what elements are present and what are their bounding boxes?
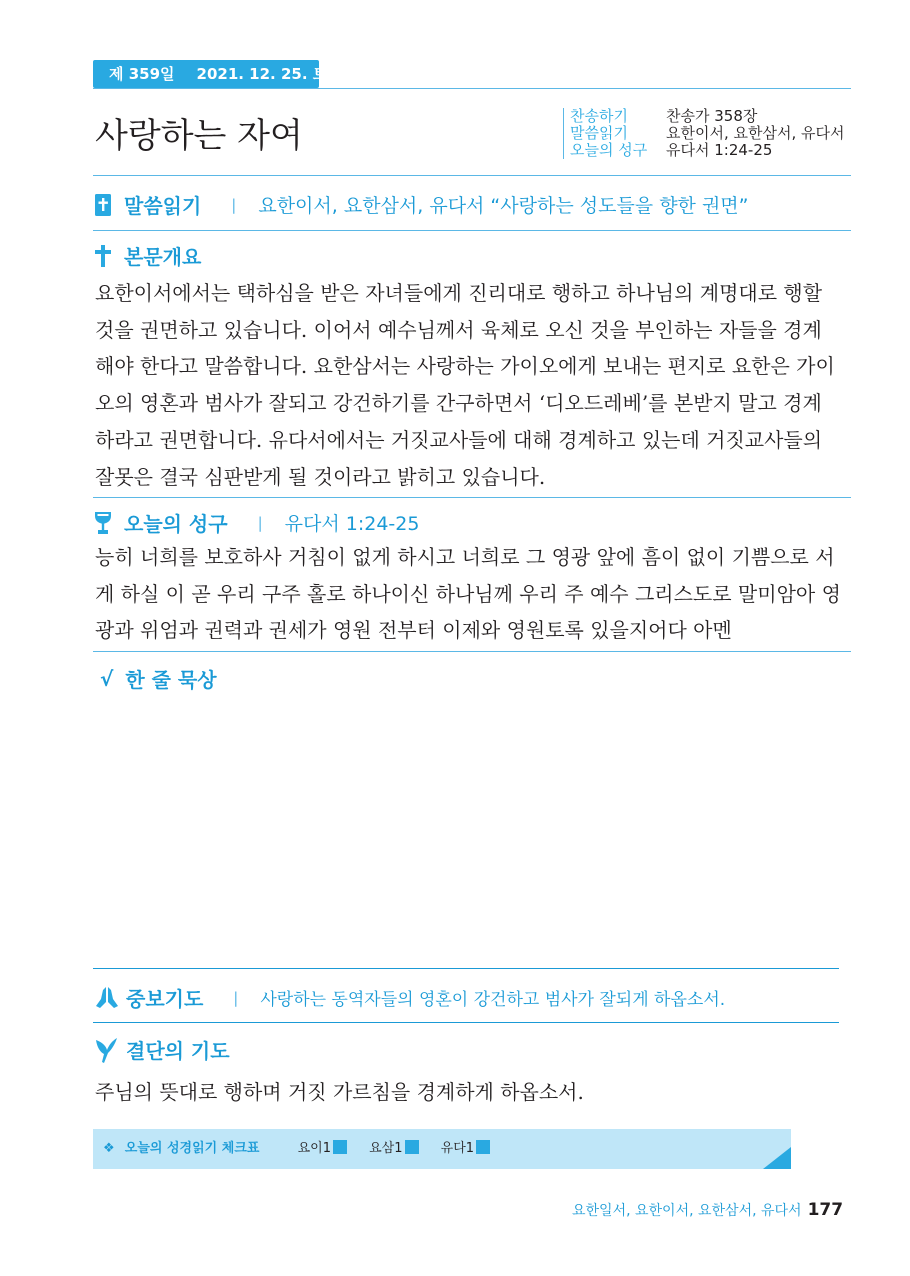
intercession-heading: 중보기도 <box>126 987 204 1011</box>
checkbox[interactable] <box>476 1140 490 1154</box>
reading-checklist <box>93 1129 791 1169</box>
verse-reference: 유다서 1:24-25 <box>284 513 420 535</box>
praying-hands-icon <box>94 985 120 1011</box>
footer-books: 요한일서, 요한이서, 요한삼서, 유다서 <box>572 1203 802 1219</box>
page-footer <box>572 1200 843 1220</box>
meditation-heading: 한 줄 묵상 <box>125 668 217 692</box>
meta-box <box>563 108 844 159</box>
verse-section <box>94 508 419 537</box>
dove-icon <box>94 1036 118 1064</box>
separator: | <box>257 513 263 532</box>
verse-heading: 오늘의 성구 <box>124 512 228 536</box>
diamond-bullet-icon: ❖ <box>103 1141 115 1156</box>
verse-line: 게 하실 이 곧 우리 구주 홀로 하나이신 하나님께 우리 주 예수 그리스도로 말미암아 영 <box>95 581 841 606</box>
check-mark-icon: √ <box>100 666 114 691</box>
overview-line: 요한이서에서는 택하심을 받은 자녀들에게 진리대로 행하고 하나님의 계명대로 행할 <box>95 281 823 305</box>
intercession-text: 사랑하는 동역자들의 영혼이 강건하고 범사가 잘되게 하옵소서. <box>260 990 726 1010</box>
decision-section <box>94 1035 230 1064</box>
checklist-item[interactable]: 유다1 <box>441 1141 490 1156</box>
checklist-label: 오늘의 성경읽기 체크표 <box>124 1141 260 1156</box>
overview-heading: 본문개요 <box>124 245 202 269</box>
overview-section <box>94 241 201 270</box>
divider <box>93 230 851 231</box>
separator: | <box>231 195 237 214</box>
separator: | <box>233 988 239 1007</box>
checkbox[interactable] <box>405 1140 419 1154</box>
day-number: 제 359일 <box>109 65 175 83</box>
overview-line: 해야 한다고 말씀합니다. 요한삼서는 사랑하는 가이오에게 보내는 편지로 요한은 가이 <box>95 354 835 379</box>
bible-icon <box>94 193 112 217</box>
checklist-item[interactable]: 요삼1 <box>369 1141 418 1156</box>
page-fold-corner <box>763 1147 791 1169</box>
meta-verse: 오늘의 성구 유다서 1:24-25 <box>570 141 773 159</box>
day-date-tag <box>93 60 328 88</box>
cross-icon <box>94 244 112 268</box>
divider <box>93 497 851 498</box>
divider <box>93 968 839 969</box>
divider <box>93 175 851 176</box>
meta-reading: 말씀읽기 요한이서, 요한삼서, 유다서 <box>570 124 845 142</box>
checkbox[interactable] <box>333 1140 347 1154</box>
decision-text: 주님의 뜻대로 행하며 거짓 가르침을 경계하게 하옵소서. <box>95 1080 584 1104</box>
page-number: 177 <box>807 1200 844 1220</box>
intercession-section <box>94 983 725 1012</box>
divider <box>93 651 851 652</box>
verse-line: 능히 너희를 보호하사 거침이 없게 하시고 너희로 그 영광 앞에 흠이 없이 기쁨으로 서 <box>95 545 835 569</box>
meditation-section <box>100 664 217 693</box>
overview-line: 것을 권면하고 있습니다. 이어서 예수님께서 육체로 오신 것을 부인하는 자들을 경계 <box>95 317 822 342</box>
meta-hymn: 찬송하기 찬송가 358장 <box>570 107 758 125</box>
verse-line: 광과 위엄과 권력과 권세가 영원 전부터 이제와 영원토록 있을지어다 아멘 <box>95 618 732 643</box>
decision-heading: 결단의 기도 <box>126 1039 230 1063</box>
reading-text: 요한이서, 요한삼서, 유다서 “사랑하는 성도들을 향한 권면” <box>258 195 749 217</box>
overview-line: 오의 영혼과 범사가 잘되고 강건하기를 간구하면서 ‘디오드레베’를 본받지 말고 경계 <box>95 391 822 416</box>
reading-section <box>94 190 749 219</box>
header-divider <box>93 88 851 89</box>
chalice-icon <box>94 511 112 535</box>
date: 2021. 12. 25. 토 <box>196 65 328 83</box>
verse-text <box>95 539 854 649</box>
overview-line: 하라고 권면합니다. 유다서에서는 거짓교사들에 대해 경계하고 있는데 거짓교사들의 <box>95 427 823 452</box>
divider <box>93 1022 839 1023</box>
overview-text <box>95 275 854 495</box>
checklist-item[interactable]: 요이1 <box>298 1141 347 1156</box>
reading-heading: 말씀읽기 <box>124 194 202 218</box>
page-title: 사랑하는 자여 <box>95 116 303 156</box>
overview-line: 잘못은 결국 심판받게 될 것이라고 밝히고 있습니다. <box>95 464 546 489</box>
